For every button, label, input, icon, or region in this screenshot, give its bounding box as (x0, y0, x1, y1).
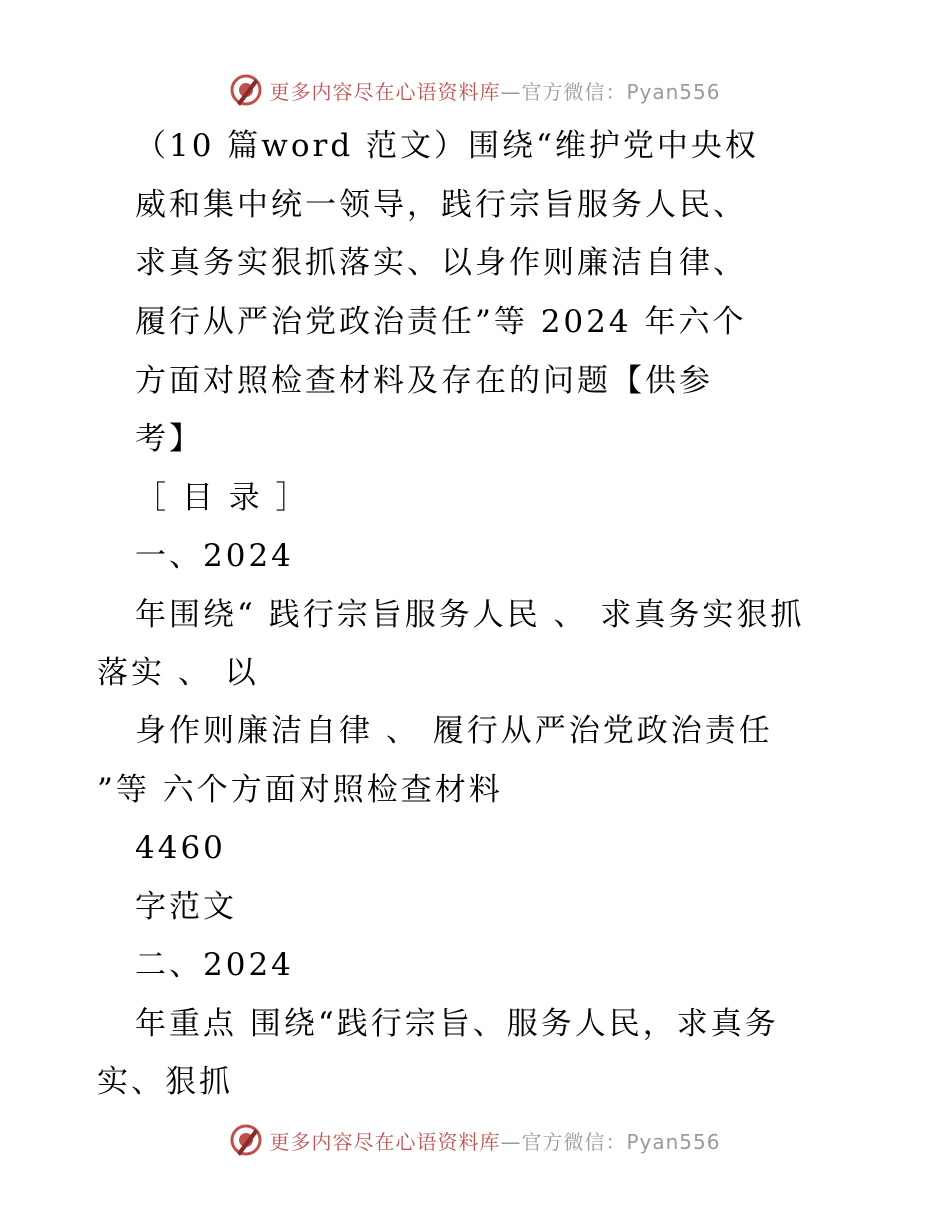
watermark-text: 更多内容尽在心语资料库—官方微信：Pyan556 (269, 1129, 721, 1154)
toc-item-1-line-4: ”等 六个方面对照检查材料 (97, 772, 503, 808)
toc-item-2-num: 二、2024 (135, 947, 294, 983)
pen-logo-icon (229, 1123, 263, 1157)
footer-watermark (0, 1120, 950, 1160)
toc-item-1-num: 一、2024 (135, 538, 294, 574)
toc-heading: ［ 目 录 ］ (135, 480, 310, 516)
toc-item-1-wordcount: 4460 (135, 830, 226, 866)
toc-item-1-line-1: 年围绕“ 践行宗旨服务人民 、 求真务实狠抓 (135, 597, 805, 633)
title-line-2: 威和集中统一领导，践行宗旨服务人民、 (135, 187, 747, 223)
toc-item-1-line-2: 落实 、 以 (97, 655, 259, 691)
toc-item-1-suffix: 字范文 (135, 889, 237, 925)
title-line-4: 履行从严治党政治责任”等 2024 年六个 (135, 304, 747, 340)
watermark-text: 更多内容尽在心语资料库—官方微信：Pyan556 (269, 79, 721, 104)
title-line-6: 考】 (135, 421, 203, 457)
toc-item-1-line-3: 身作则廉洁自律 、 履行从严治党政治责任 (135, 713, 773, 749)
title-line-1: （10 篇word 范文）围绕“维护党中央权 (135, 128, 759, 164)
title-line-3: 求真务实狠抓落实、以身作则廉洁自律、 (135, 245, 747, 281)
toc-item-2-line-1: 年重点 围绕“践行宗旨、服务人民，求真务 (135, 1006, 779, 1042)
toc-item-2-line-2: 实、狠抓 (97, 1064, 233, 1100)
title-line-5: 方面对照检查材料及存在的问题【供参 (135, 363, 713, 399)
